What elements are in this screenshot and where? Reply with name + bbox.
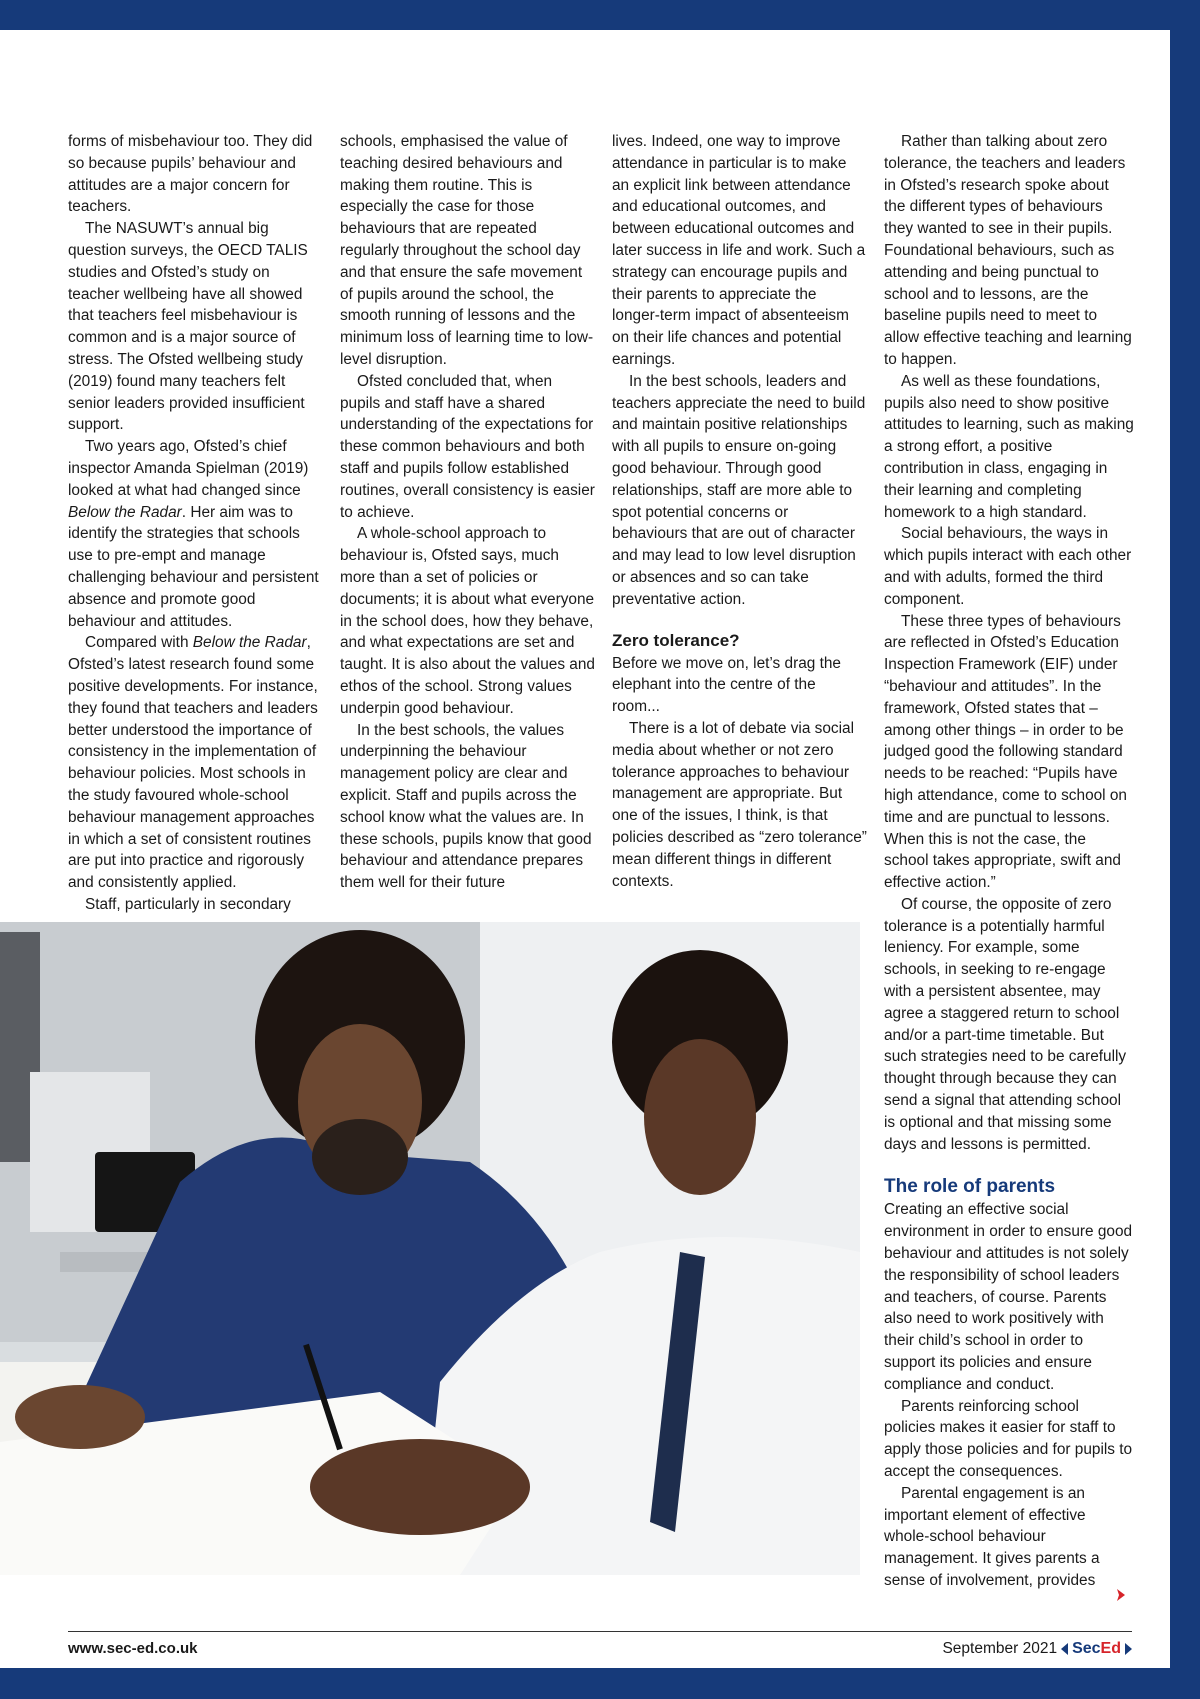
paragraph: Parents reinforcing school policies makes it easier for staff to apply those policies and for pupils to accept the consequences.	[884, 1397, 1133, 1481]
section-heading: Zero tolerance?	[612, 630, 740, 650]
paragraph: Parental engagement is an important element of effective whole-school behaviour management. It gives parents a sense of involvement, provides	[884, 1484, 1100, 1589]
paragraph: forms of misbehaviour too. They did so because pupils’ behaviour and attitudes are a major concern for teachers.	[68, 133, 313, 216]
article-column-1	[68, 131, 323, 916]
article-column-2	[340, 131, 595, 894]
chevron-right-icon	[1114, 1588, 1128, 1607]
paragraph: Of course, the opposite of zero tolerance is a potentially harmful leniency. For example, some schools, in seeking to re-engage with a persistent absentee, may agree a staggered return to school and/or a part-time timetable. But such strategies need to be carefully thought through because they can send a signal that attending school is optional and that missing some days and lessons is permitted.	[884, 895, 1127, 1153]
paragraph: These three types of behaviours are reflected in Ofsted’s Education Inspection Framework (EIF) under “behaviour and attitudes”. In the framework, Ofsted states that – among other things – in order to be judged good the following standard needs to be reached: “Pupils have high attendance, come to school on time and are punctual to lessons. When this is not the case, the school takes appropriate, swift and effective action.”	[884, 612, 1127, 892]
triangle-right-icon	[1125, 1643, 1132, 1655]
brand-logo: SecEd	[1072, 1640, 1121, 1657]
paragraph: Staff, particularly in secondary	[85, 895, 291, 913]
paragraph: Ofsted concluded that, when pupils and staff have a shared understanding of the expectations for these common behaviours and both staff and pupils follow established routines, overall consistency is easier to achieve.	[340, 372, 595, 521]
paragraph: As well as these foundations, pupils also need to show positive attitudes to learning, such as making a strong effort, a positive contribution in class, engaging in their learning and completing homework to a high standard.	[884, 372, 1134, 521]
classroom-photo	[0, 922, 860, 1575]
paragraph: In the best schools, leaders and teachers appreciate the need to build and maintain positive relationships with all pupils to ensure on-going good behaviour. Through good relationships, staff are more able to spot potential concerns or behaviours that are out of character and may lead to low level disruption or absences and so can take preventative action.	[612, 372, 866, 608]
paragraph: Two years ago, Ofsted’s chief inspector Amanda Spielman (2019) looked at what had changed since Below the Radar. Her aim was to identify the strategies that schools use to pre-empt and manage challenging behaviour and persistent absence and promote good behaviour and attitudes.	[68, 438, 319, 630]
paragraph: Social behaviours, the ways in which pupils interact with each other and with adults, formed the third component.	[884, 525, 1132, 608]
article-column-3	[612, 131, 867, 892]
issue-date: September 2021	[942, 1640, 1058, 1657]
paragraph: schools, emphasised the value of teaching desired behaviours and making them routine. This is especially the case for those behaviours that are repeated regularly throughout the school day and that ensure the safe movement of pupils around the school, the smooth running of lessons and the minimum loss of learning time to low-level disruption.	[340, 133, 594, 368]
paragraph: lives. Indeed, one way to improve attendance in particular is to make an explicit link between attendance and educational outcomes, and between educational outcomes and later success in life and work. Such a strategy can encourage pupils and their parents to appreciate the longer-term impact of absenteeism on their life chances and potential earnings.	[612, 133, 866, 368]
paragraph: Before we move on, let’s drag the elephant into the centre of the room...	[612, 654, 841, 716]
paragraph: Creating an effective social environment in order to ensure good behaviour and attitudes is not solely the responsibility of school leaders and teachers, of course. Parents also need to work positively with their child’s school in order to support its policies and ensure compliance and conduct.	[884, 1201, 1133, 1393]
article-column-4	[884, 131, 1134, 1592]
section-heading: The role of parents	[884, 1176, 1056, 1198]
paragraph: Rather than talking about zero tolerance, the teachers and leaders in Ofsted’s research spoke about the different types of behaviours they wanted to see in their pupils. Foundational behaviours, such as attending and being punctual to school and to lessons, are the baseline pupils need to meet to allow effective teaching and learning to happen.	[884, 133, 1132, 368]
paragraph: In the best schools, the values underpinning the behaviour management policy are clear and explicit. Staff and pupils across the school know what the values are. In these schools, pupils know that good behaviour and attendance prepares them well for their future	[340, 721, 592, 892]
paragraph: There is a lot of debate via social media about whether or not zero tolerance approaches to behaviour management are appropriate. But one of the issues, I think, is that policies described as “zero tolerance” mean different things in different contexts.	[612, 719, 867, 890]
paragraph: The NASUWT’s annual big question surveys, the OECD TALIS studies and Ofsted’s study on teacher wellbeing have all showed that teachers feel misbehaviour is common and is a major source of stress. The Ofsted wellbeing study (2019) found many teachers felt senior leaders provided insufficient support.	[68, 220, 308, 434]
paragraph: A whole-school approach to behaviour is, Ofsted says, much more than a set of policies or documents; it is about what everyone in the school does, how they behave, and what expectations are set and taught. It is also about the values and ethos of the school. Strong values underpin good behaviour.	[340, 525, 595, 717]
footer-issue-info	[942, 1640, 1132, 1658]
paragraph: Compared with Below the Radar, Ofsted’s latest research found some positive developments. For instance, they found that teachers and leaders better understood the importance of consistency in the implementation of behaviour policies. Most schools in the study favoured whole-school behaviour management approaches in which a set of consistent routines are put into practice and rigorously and consistently applied.	[68, 634, 318, 892]
triangle-left-icon	[1061, 1643, 1068, 1655]
website-url: www.sec-ed.co.uk	[68, 1640, 198, 1657]
footer-divider	[68, 1631, 1132, 1632]
